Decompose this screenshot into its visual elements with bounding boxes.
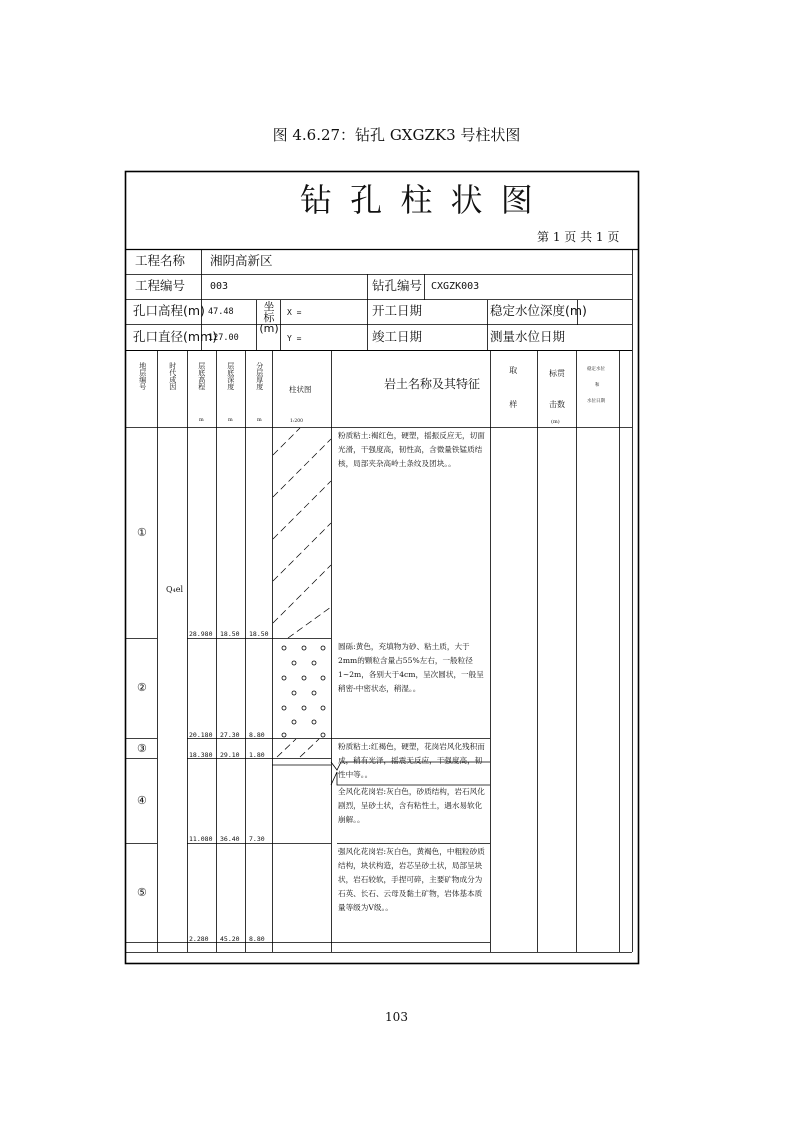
label-project-no: 工程编号 bbox=[135, 278, 186, 293]
page-number: 103 bbox=[385, 1010, 408, 1024]
label-elevation: 孔口高程(m) bbox=[133, 303, 205, 318]
layer-2-desc: 圆砾:黄色，充填物为砂、粘土质，大于2mm的颗粒含量占55%左右，一般粒径1~2m，各别大于4cm，呈次圆状，一般呈稍密-中密状态，稍湿。。 bbox=[338, 642, 484, 693]
value-diameter: 127.00 bbox=[208, 333, 239, 343]
unit-thick: m bbox=[257, 417, 262, 423]
unit-elev: m bbox=[199, 417, 204, 423]
scale-label: 1:200 bbox=[290, 419, 303, 424]
layer-5-no: ⑤ bbox=[137, 886, 147, 899]
layer-1-thick: 18.50 bbox=[249, 630, 269, 638]
layer-3-desc: 粉质粘土:红褐色，硬塑，花岗岩风化残积而成，稍有光泽，摇震无反应，干强度高，韧性中等。。 bbox=[338, 742, 485, 779]
layer-2-depth: 27.30 bbox=[220, 731, 240, 739]
col-layer-no: 地层编号 bbox=[138, 362, 147, 390]
value-elevation: 47.48 bbox=[208, 307, 234, 317]
label-hole-no: 钻孔编号 bbox=[372, 278, 423, 293]
col-spt-sub: 击数 bbox=[549, 400, 565, 409]
layer-4-depth: 36.40 bbox=[220, 835, 240, 843]
value-y: Y = bbox=[287, 334, 302, 343]
layer-3-elev: 18.380 bbox=[189, 751, 213, 759]
value-x: X = bbox=[287, 308, 302, 317]
layer-3-thick: 1.80 bbox=[249, 751, 265, 759]
layer-3-depth: 29.10 bbox=[220, 751, 240, 759]
col-era: 时代成因 bbox=[168, 362, 177, 390]
layer-4-desc: 全风化花岗岩:灰白色，砂质结构，岩石风化剧烈，呈砂土状，含有粘性土，遇水易软化崩解。。 bbox=[338, 787, 485, 824]
value-project-name: 湘阴高新区 bbox=[210, 253, 273, 268]
col-water-date: 水位日期 bbox=[587, 399, 605, 404]
label-measure-date: 测量水位日期 bbox=[490, 329, 566, 344]
value-project-no: 003 bbox=[210, 281, 229, 292]
col-bottom-depth: 层底深度 bbox=[226, 362, 235, 390]
layer-2-thick: 8.80 bbox=[249, 731, 265, 739]
col-column-diagram: 柱状图 bbox=[289, 385, 312, 394]
layer-1-depth: 18.50 bbox=[220, 630, 240, 638]
layer-1-no: ① bbox=[137, 526, 147, 539]
col-spt: 标贯 bbox=[549, 369, 565, 378]
value-hole-no: CXGZK003 bbox=[431, 281, 480, 292]
col-spt-unit: (m) bbox=[551, 419, 560, 425]
layer-2-elev: 20.180 bbox=[189, 731, 213, 739]
layer-5-desc: 强风化花岗岩:灰白色，黄褐色，中粗粒砂质结构，块状构造，岩芯呈砂土状，局部呈块状，岩石较软，手捏可碎，主要矿物成分为石英、长石、云母及黏土矿物，岩体基本质量等级为V级。。 bbox=[338, 847, 485, 912]
col-water: 稳定水位 bbox=[587, 367, 605, 372]
page-info: 第 1 页 共 1 页 bbox=[537, 230, 620, 244]
col-water-sub: 和 bbox=[595, 383, 600, 388]
col-bottom-elev: 层底高程 bbox=[197, 362, 206, 390]
label-diameter: 孔口直径(mm) bbox=[133, 329, 218, 344]
col-sample: 取样 bbox=[508, 366, 518, 434]
unit-depth: m bbox=[228, 417, 233, 423]
layer-5-depth: 45.20 bbox=[220, 935, 240, 943]
label-coord: 坐标(m) bbox=[259, 300, 279, 335]
sheet-title: 钻 孔 柱 状 图 bbox=[300, 181, 537, 219]
label-project-name: 工程名称 bbox=[135, 253, 186, 268]
label-end-date: 竣工日期 bbox=[372, 329, 423, 344]
figure-caption: 图 4.6.27：钻孔 GXGZK3 号柱状图 bbox=[272, 126, 521, 144]
col-description: 岩土名称及其特征 bbox=[384, 377, 481, 391]
layer-4-thick: 7.30 bbox=[249, 835, 265, 843]
layer-1-desc: 粉质粘土:褐红色，硬塑，摇振反应无，切面光滑，干强度高，韧性高，含微量铁锰质结核，局部夹杂高岭土条纹及团块。。 bbox=[338, 431, 485, 468]
layer-5-elev: 2.280 bbox=[189, 935, 209, 943]
layer-2-no: ② bbox=[137, 681, 147, 694]
layer-4-elev: 11.080 bbox=[189, 835, 213, 843]
layer-3-no: ③ bbox=[137, 742, 147, 755]
era-code: Q₄el bbox=[166, 585, 184, 594]
layer-4-no: ④ bbox=[137, 794, 147, 807]
col-thickness: 分层厚度 bbox=[255, 362, 264, 390]
label-stable-water: 稳定水位深度(m) bbox=[490, 303, 587, 318]
label-start-date: 开工日期 bbox=[372, 303, 423, 318]
layer-1-elev: 28.980 bbox=[189, 630, 213, 638]
layer-5-thick: 8.80 bbox=[249, 935, 265, 943]
